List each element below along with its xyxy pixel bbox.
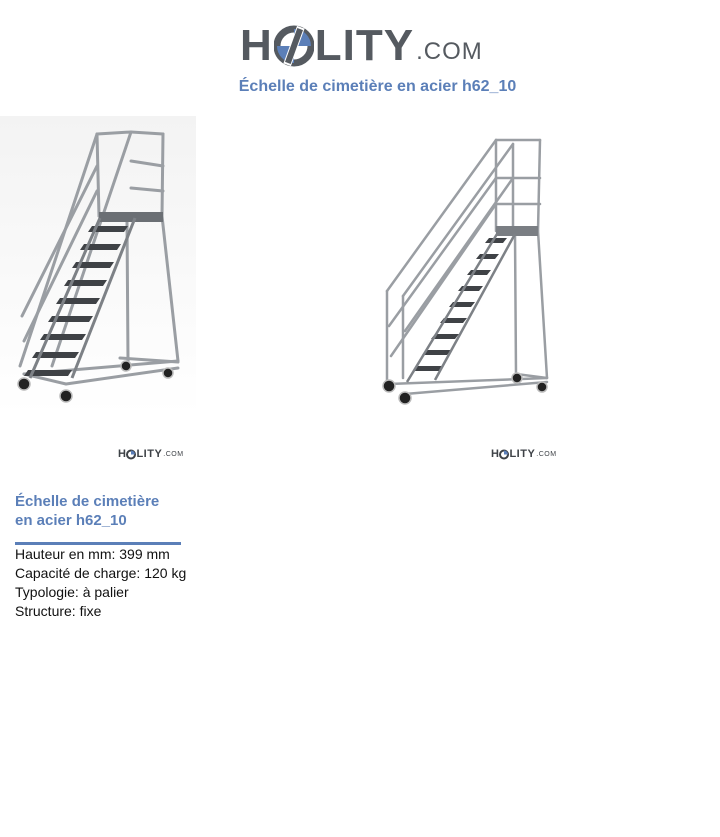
watermark-text-lity: LITY [136, 448, 163, 460]
watermark-text-lity: LITY [509, 448, 536, 460]
logo-dotcom: .COM [416, 38, 483, 65]
product-title [15, 492, 195, 530]
product-title-line2: en acier h62_10 [15, 512, 127, 529]
watermark-text-h: H [118, 448, 127, 460]
spec-height: Hauteur en mm: 399 mm [15, 546, 170, 562]
spec-type: Typologie: à palier [15, 584, 129, 600]
product-image-front[interactable] [0, 116, 200, 416]
page-title: Échelle de cimetière en acier h62_10 [238, 78, 517, 95]
watermark-text-h: H [491, 448, 500, 460]
image-watermark-logo [491, 448, 557, 460]
spec-load-capacity: Capacité de charge: 120 kg [15, 565, 187, 581]
image-watermark-logo [118, 448, 184, 460]
spec-structure: Structure: fixe [15, 603, 102, 619]
watermark-suffix: .COM [163, 450, 184, 458]
product-title-line1: Échelle de cimetière [15, 493, 160, 510]
brand-logo[interactable] [240, 12, 483, 70]
product-image-side[interactable] [375, 116, 575, 416]
watermark-o-icon [499, 449, 509, 460]
product-specs [15, 545, 186, 621]
logo-text-h: H [240, 21, 273, 70]
watermark-o-icon [126, 449, 136, 460]
watermark-suffix: .COM [536, 450, 557, 458]
logo-text-lity: LITY [314, 21, 415, 70]
logo-o-icon [274, 24, 314, 68]
